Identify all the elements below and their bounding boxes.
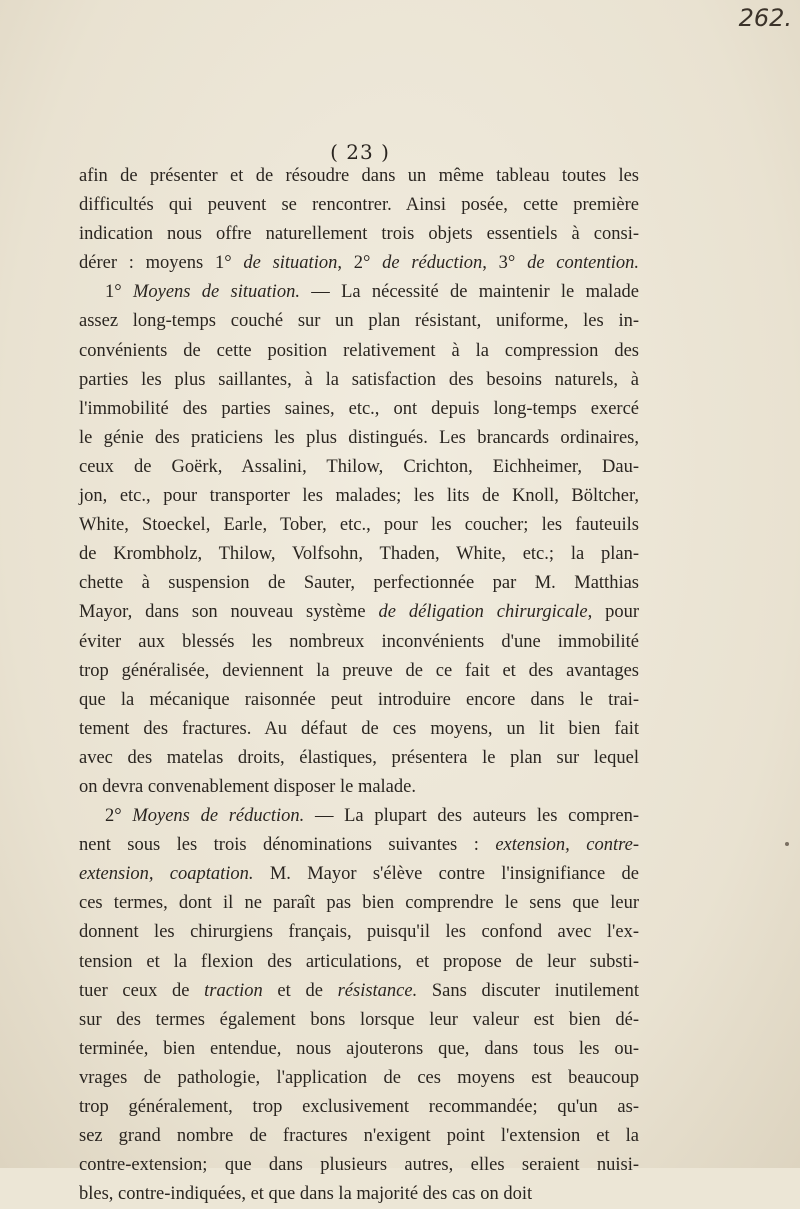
text-segment: tuer ceux de (79, 980, 205, 1001)
text-line (79, 191, 639, 220)
text-line (79, 657, 639, 686)
text-line (79, 831, 639, 860)
text-line (79, 278, 639, 307)
text-segment: éviter aux blessés les nombreux inconvénients d'une immobilité (79, 631, 639, 652)
text-segment: afin de présenter et de résoudre dans un même tableau toutes les (79, 166, 639, 186)
text-segment: vrages de pathologie, l'application de ces moyens est beaucoup (79, 1067, 639, 1088)
text-line (79, 162, 639, 191)
text-segment: , 2° (337, 253, 383, 274)
text-segment: 1° (105, 282, 133, 303)
italic-text: de déligation chirurgicale (378, 602, 588, 623)
text-line (79, 948, 639, 977)
italic-text: traction (204, 980, 263, 1001)
italic-text: de réduction (382, 253, 483, 274)
text-segment: contre-extension; que dans plusieurs autres, elles seraient nuisi- (79, 1155, 639, 1176)
text-segment: trop généralisée, deviennent la preuve de ce fait et des avantages (79, 660, 639, 681)
text-segment: difficultés qui peuvent se rencontrer. Ainsi posée, cette première (79, 195, 639, 216)
text-line (79, 715, 639, 744)
text-segment: bles, contre-indiquées, et que dans la majorité des cas on doit (79, 1184, 533, 1205)
body-text (79, 162, 639, 1209)
text-segment: , pour (587, 602, 640, 623)
text-segment: sur des termes également bons lorsque leur valeur est bien dé- (79, 1009, 639, 1030)
text-line (79, 569, 639, 598)
text-line (79, 1064, 639, 1093)
text-segment: chette à suspension de Sauter, perfectionnée par M. Matthias (79, 573, 639, 594)
text-line (79, 1122, 639, 1151)
ink-spot (785, 842, 789, 846)
text-segment: que la mécanique raisonnée peut introduire encore dans le trai- (79, 689, 639, 710)
text-line (79, 1006, 639, 1035)
page-number: ( 23 ) (330, 140, 390, 164)
text-segment: M. Mayor s'élève contre l'insignifiance de (253, 864, 639, 885)
italic-text: résistance. (337, 980, 418, 1001)
text-line (79, 1093, 639, 1122)
handwritten-folio-number: 262. (738, 4, 792, 32)
text-segment: l'immobilité des parties saines, etc., ont depuis long-temps exercé (79, 398, 639, 419)
text-segment: trop généralement, trop exclusivement recommandée; qu'un as- (79, 1097, 639, 1117)
text-line (79, 628, 639, 657)
italic-text: extension, coaptation. (79, 864, 254, 885)
text-segment: dérer : moyens 1° (79, 253, 244, 274)
text-segment: tension et la flexion des articulations, et propose de leur substi- (79, 951, 639, 972)
text-segment: parties les plus saillantes, à la satisfaction des besoins naturels, à (79, 369, 639, 390)
text-line (79, 453, 639, 482)
text-segment: 2° (105, 806, 133, 827)
text-segment: assez long-temps couché sur un plan résistant, uniforme, les in- (79, 311, 639, 332)
text-line (79, 773, 639, 802)
text-segment: ceux de Goërk, Assalini, Thilow, Crichton, Eichheimer, Dau- (79, 456, 639, 477)
text-segment: , 3° (482, 253, 528, 274)
text-line (79, 1180, 639, 1209)
text-line (79, 1035, 639, 1064)
text-line (79, 337, 639, 366)
text-line (79, 889, 639, 918)
italic-text: Moyens de réduction. (132, 806, 305, 827)
text-segment: jon, etc., pour transporter les malades; les lits de Knoll, Böltcher, (79, 486, 639, 507)
text-line (79, 977, 639, 1006)
italic-text: extension, contre- (495, 835, 639, 856)
italic-text: de situation (243, 253, 338, 274)
italic-text: Moyens de situation. (132, 282, 300, 303)
text-line (79, 918, 639, 947)
text-line (79, 395, 639, 424)
text-segment: et de (262, 980, 338, 1001)
text-line (79, 802, 639, 831)
text-line (79, 1151, 639, 1180)
text-segment: ces termes, dont il ne paraît pas bien comprendre le sens que leur (79, 893, 639, 914)
text-segment: terminée, bien entendue, nous ajouterons que, dans tous les ou- (79, 1038, 639, 1059)
text-segment: — La plupart des auteurs les compren- (304, 806, 639, 827)
text-segment: Sans discuter inutilement (417, 980, 639, 1001)
text-line (79, 424, 639, 453)
text-line (79, 511, 639, 540)
text-line (79, 744, 639, 773)
text-line (79, 366, 639, 395)
text-line (79, 686, 639, 715)
text-segment: de Krombholz, Thilow, Volfsohn, Thaden, White, etc.; la plan- (79, 544, 639, 565)
text-line (79, 220, 639, 249)
text-segment: sez grand nombre de fractures n'exigent point l'extension et la (79, 1126, 639, 1147)
text-line (79, 598, 639, 627)
text-segment: convénients de cette position relativement à la compression des (79, 340, 639, 361)
text-segment: tement des fractures. Au défaut de ces moyens, un lit bien fait (79, 718, 639, 739)
text-line (79, 482, 639, 511)
text-segment: le génie des praticiens les plus distingués. Les brancards ordinaires, (79, 427, 639, 448)
text-segment: Mayor, dans son nouveau système (79, 602, 379, 623)
text-segment: — La nécessité de maintenir le malade (299, 282, 639, 303)
text-line (79, 249, 639, 278)
text-segment: nent sous les trois dénominations suivantes : (79, 835, 496, 856)
italic-text: de contention. (527, 253, 639, 274)
text-segment: avec des matelas droits, élastiques, présentera le plan sur lequel (79, 747, 639, 768)
text-segment: on devra convenablement disposer le malade. (79, 776, 416, 797)
text-line (79, 540, 639, 569)
text-segment: indication nous offre naturellement trois objets essentiels à consi- (79, 224, 639, 245)
text-segment: White, Stoeckel, Earle, Tober, etc., pour les coucher; les fauteuils (79, 515, 639, 536)
text-line (79, 307, 639, 336)
text-segment: donnent les chirurgiens français, puisqu'il les confond avec l'ex- (79, 922, 639, 943)
text-line (79, 860, 639, 889)
